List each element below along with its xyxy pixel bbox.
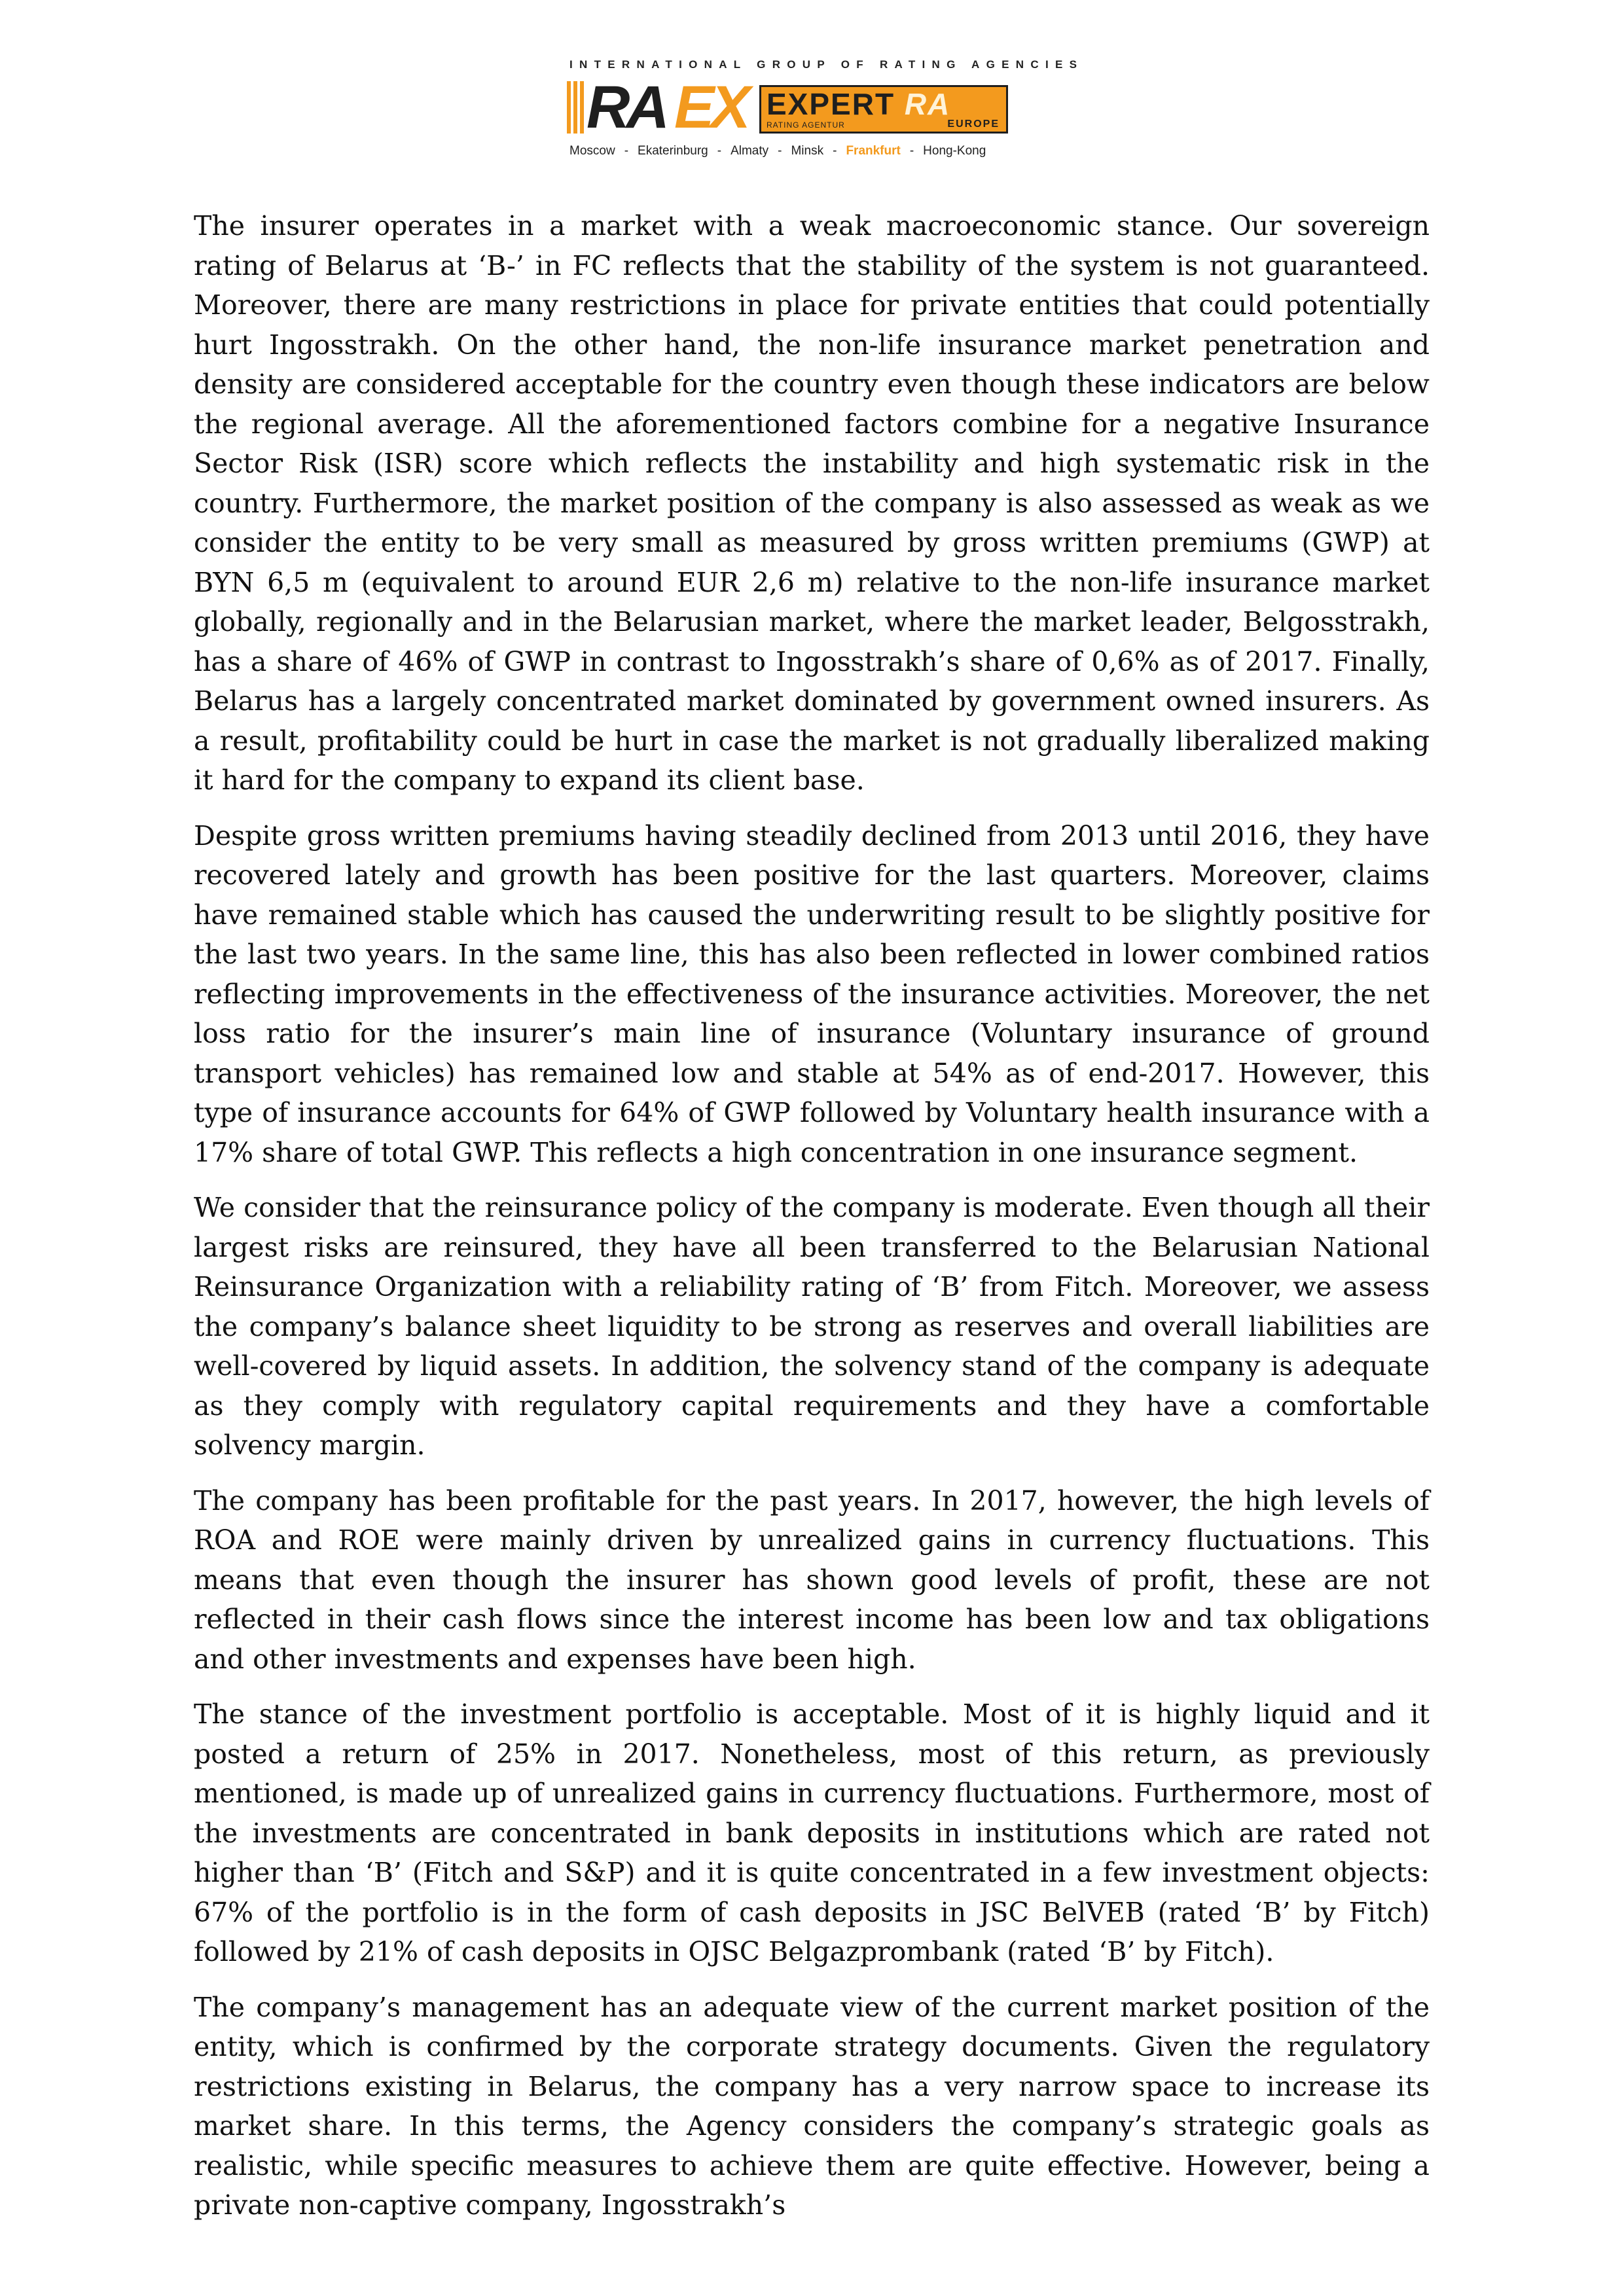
logo-ra-text: RA xyxy=(586,74,666,141)
office-cities xyxy=(569,143,1074,160)
city-separator: - xyxy=(624,144,629,158)
logo-ex-text: EX xyxy=(674,74,747,141)
city-ekaterinburg: Ekaterinburg xyxy=(638,144,708,158)
report-body xyxy=(194,206,1430,2241)
city-frankfurt: Frankfurt xyxy=(846,144,901,158)
paragraph-reinsurance: We consider that the reinsurance policy of the company is moderate. Even though all their largest risks are reinsured, they have all been transferred to the Belarusian National Reinsurance Organization with a reliability rating of ‘B’ from Fitch. Moreover, we assess the company’s balance sheet liquidity to be strong as reserves and overall liabilities are well-covered by liquid assets. In addition, the solvency stand of the company is adequate as they comply with regulatory capital requirements and they have a comfortable solvency margin. xyxy=(194,1192,1430,1461)
logo-expert-text xyxy=(767,87,950,121)
logo-stripes-icon xyxy=(567,81,586,134)
city-almaty: Almaty xyxy=(731,144,769,158)
paragraph-profitability: The company has been profitable for the past years. In 2017, however, the high levels of ROA and ROE were mainly driven by unrealized gains in currency fluctuations. This means that even though the insurer has shown good levels of profit, these are not reflected in their cash flows since the interest income has been low and tax obligations and other investments and expenses have been high. xyxy=(194,1484,1430,1675)
page-header xyxy=(563,56,1084,161)
paragraph-investment-portfolio: The stance of the investment portfolio is acceptable. Most of it is highly liquid and it posted a return of 25% in 2017. Nonetheless, most of this return, as previously mentioned, is made up of unrealized gains in currency fluctuations. Furthermore, most of the investments are concentrated in bank deposits in institutions which are rated not higher than ‘B’ (Fitch and S&P) and it is quite concentrated in a few investment objects: 67% of the portfolio is in the form of cash deposits in JSC BelVEB (rated ‘B’ by Fitch) followed by 21% of cash deposits in OJSC Belgazprombank (rated ‘B’ by Fitch). xyxy=(194,1698,1430,1967)
logo-rating-agentur: RATING AGENTUR xyxy=(767,120,845,130)
city-separator: - xyxy=(833,144,837,158)
city-moscow: Moscow xyxy=(569,144,615,158)
logo-europe: EUROPE xyxy=(947,118,1000,130)
city-separator: - xyxy=(909,144,914,158)
raex-logo xyxy=(563,74,1074,141)
city-minsk: Minsk xyxy=(791,144,824,158)
city-separator: - xyxy=(778,144,782,158)
paragraph-market-position: The insurer operates in a market with a weak macroeconomic stance. Our sovereign rating of Belarus at ‘B-’ in FC reflects that the stability of the system is not guaranteed. Moreover, there are many restrictions in place for private entities that could potentially hurt Ingosstrakh. On the other hand, the non-life insurance market penetration and density are considered acceptable for the country even though these indicators are below the regional average. All the aforementioned factors combine for a negative Insurance Sector Risk (ISR) score which reflects the instability and high systematic risk in the country. Furthermore, the market position of the company is also assessed as weak as we consider the entity to be very small as measured by gross written premiums (GWP) at BYN 6,5 m (equivalent to around EUR 2,6 m) relative to the non-life insurance market globally, regionally and in the Belarusian market, where the market leader, Belgosstrakh, has a share of 46% of GWP in contrast to Ingosstrakh’s share of 0,6% as of 2017. Finally, Belarus has a largely concentrated market dominated by government owned insurers. As a result, profitability could be hurt in case the market is not gradually liberalized making it hard for the company to expand its client base. xyxy=(194,210,1430,796)
city-separator: - xyxy=(717,144,722,158)
agency-tagline: INTERNATIONAL GROUP OF RATING AGENCIES xyxy=(569,58,1084,71)
logo-expert-ra-word: RA xyxy=(904,87,951,121)
paragraph-management: The company’s management has an adequate view of the current market position of the entity, which is confirmed by the corporate strategy documents. Given the regulatory restrictions existing in Belarus, the company has a very narrow space to increase its market share. In this terms, the Agency considers the company’s strategic goals as realistic, while specific measures to achieve them are quite effective. However, being a private non-captive company, Ingosstrakh’s xyxy=(194,1991,1430,2221)
paragraph-premiums-claims: Despite gross written premiums having steadily declined from 2013 until 2016, they have recovered lately and growth has been positive for the last quarters. Moreover, claims have remained stable which has caused the underwriting result to be slightly positive for the last two years. In the same line, this has also been reflected in lower combined ratios reflecting improvements in the effectiveness of the insurance activities. Moreover, the net loss ratio for the insurer’s main line of insurance (Voluntary insurance of ground transport vehicles) has remained low and stable at 54% as of end-2017. However, this type of insurance accounts for 64% of GWP followed by Voluntary health insurance with a 17% share of total GWP. This reflects a high concentration in one insurance segment. xyxy=(194,819,1430,1168)
city-hong-kong: Hong-Kong xyxy=(923,144,986,158)
expert-ra-badge xyxy=(759,85,1008,134)
logo-expert-word: EXPERT xyxy=(767,87,895,121)
